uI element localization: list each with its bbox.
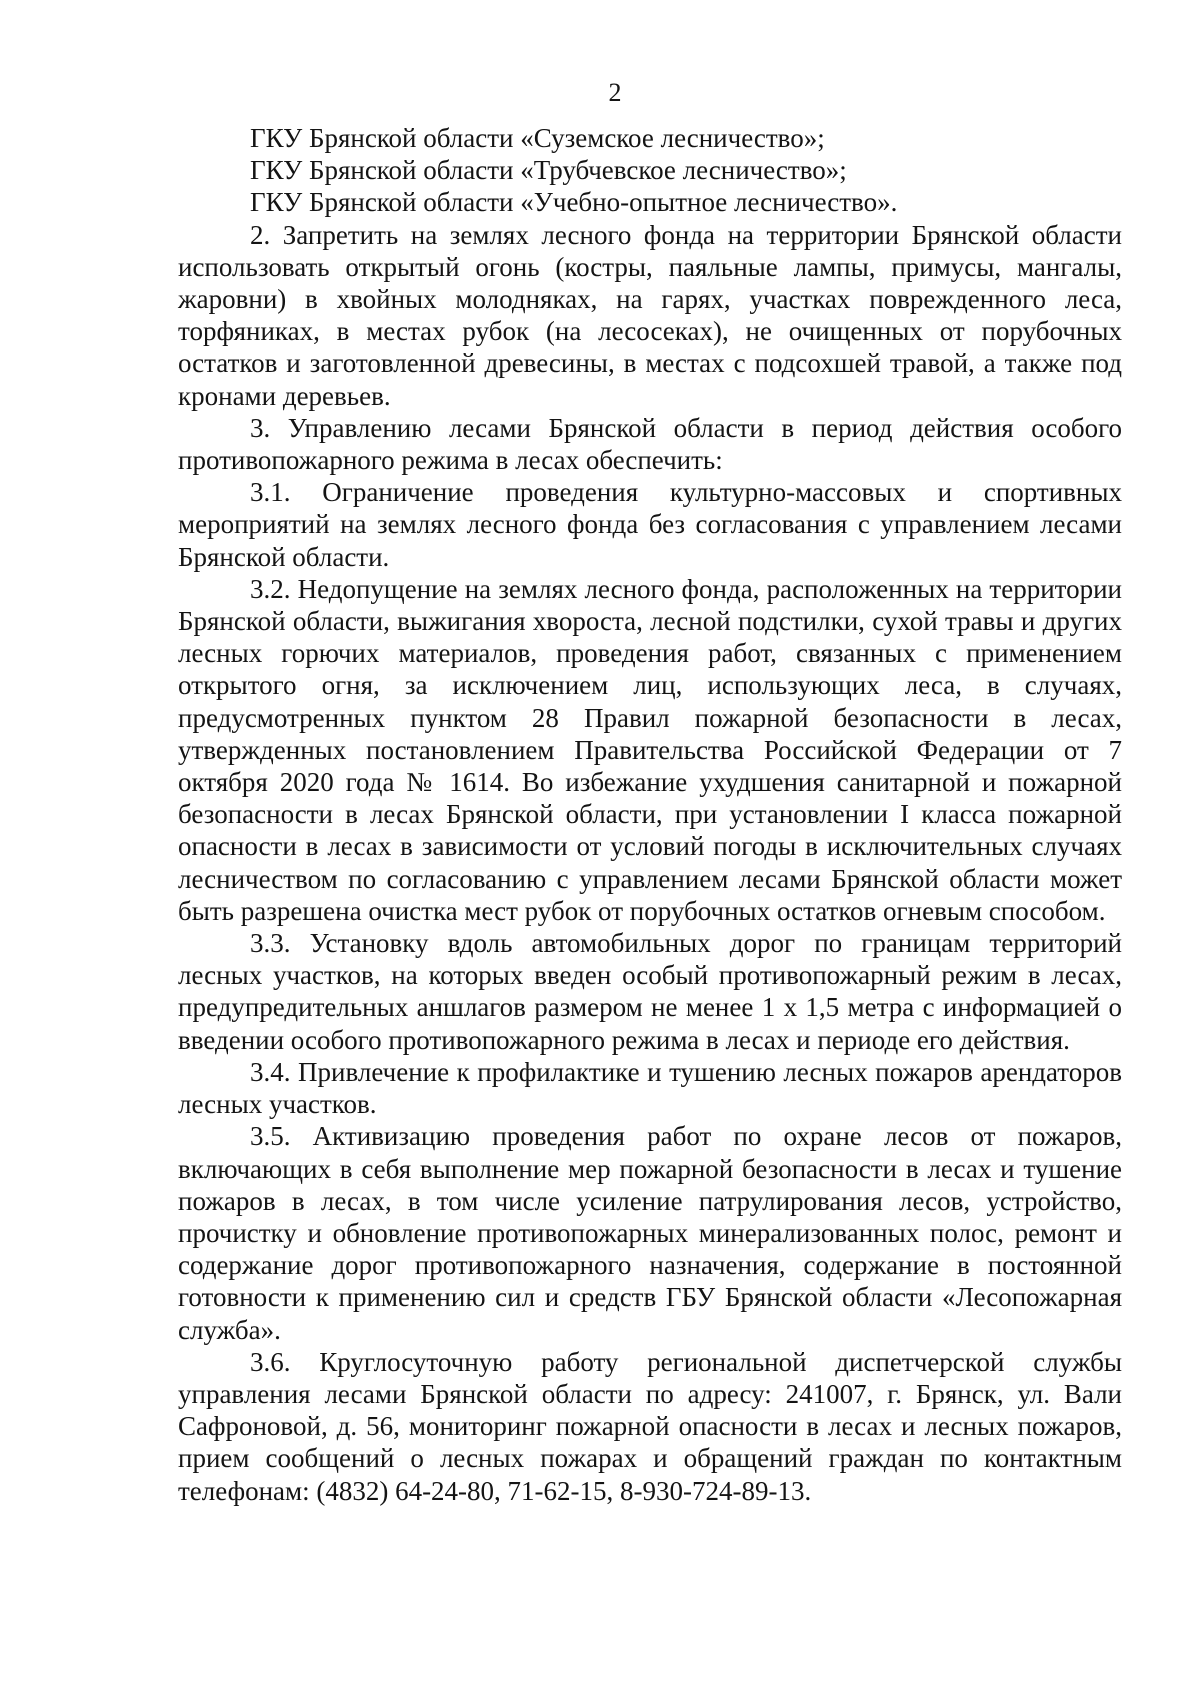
- paragraph-item-3-3: 3.3. Установку вдоль автомобильных дорог по границам территорий лесных участков, на которых введен особый противопожарный режим в лесах, предупредительных аншлагов размером не менее 1 х 1,5 метра с информацией о введении особого противопожарного режима в лесах и периоде его действия.: [178, 928, 1122, 1055]
- paragraph-forestry-suzemka: ГКУ Брянской области «Суземское лесничество»;: [250, 123, 825, 153]
- paragraph-item-3-1: 3.1. Ограничение проведения культурно-массовых и спортивных мероприятий на землях лесного фонда без согласования с управлением лесами Брянской области.: [178, 477, 1122, 572]
- paragraph-forestry-trubchevsk: ГКУ Брянской области «Трубчевское лесничество»;: [250, 155, 847, 186]
- paragraph-item-3: 3. Управлению лесами Брянской области в период действия особого противопожарного режима в лесах обеспечить:: [178, 412, 1122, 476]
- page-number: 2: [608, 78, 622, 107]
- document-body: [178, 122, 1122, 1507]
- paragraph-item-3-6: 3.6. Круглосуточную работу региональной диспетчерской службы управления лесами Брянской области по адресу: 241007, г. Брянск, ул. Вали Сафроновой, д. 56, мониторинг пожарной опасности в лесах и лесных пожаров, прием сообщений о лесных пожарах и обращений граждан по контактным телефонам: (4832) 64-24-80, 71-62-15, 8-930-724-89-13.: [178, 1346, 1122, 1506]
- paragraph-item-2: 2. Запретить на землях лесного фонда на территории Брянской области использовать открытый огонь (костры, паяльные лампы, примусы, мангалы, жаровни) в хвойных молодняках, на гарях, участках поврежденного леса, торфяниках, в местах рубок (на лесосеках), не очищенных от порубочных остатков и заготовленной древесины, в местах с подсохшей травой, а также под кронами деревьев.: [178, 219, 1122, 411]
- paragraph-forestry-educational: ГКУ Брянской области «Учебно-опытное лесничество».: [250, 187, 898, 218]
- paragraph-item-3-5: 3.5. Активизацию проведения работ по охране лесов от пожаров, включающих в себя выполнение мер пожарной безопасности в лесах и тушение пожаров в лесах, в том числе усиление патрулирования лесов, устройство, прочистку и обновление противопожарных минерализованных полос, ремонт и содержание дорог противопожарного назначения, содержание в постоянной готовности к применению сил и средств ГБУ Брянской области «Лесопожарная служба».: [178, 1121, 1122, 1345]
- paragraph-item-3-2: 3.2. Недопущение на землях лесного фонда, расположенных на территории Брянской области, выжигания хвороста, лесной подстилки, сухой травы и других лесных горючих материалов, проведения работ, связанных с применением открытого огня, за исключением лиц, использующих леса, в случаях, предусмотренных пунктом 28 Правил пожарной безопасности в лесах, утвержденных постановлением Правительства Российской Федерации от 7 октября 2020 года № 1614. Во избежание ухудшения санитарной и пожарной безопасности в лесах Брянской области, при установлении I класса пожарной опасности в лесах в зависимости от условий погоды в исключительных случаях лесничеством по согласованию с управлением лесами Брянской области может быть разрешена очистка мест рубок от порубочных остатков огневым способом.: [178, 573, 1122, 926]
- paragraph-item-3-4: 3.4. Привлечение к профилактике и тушению лесных пожаров арендаторов лесных участков.: [178, 1056, 1122, 1120]
